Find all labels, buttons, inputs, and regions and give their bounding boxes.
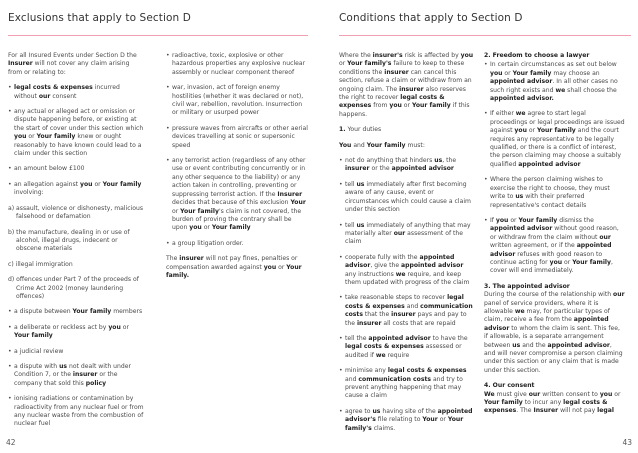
list-item: • In certain circumstances as set out below you or Your family may choose an appointed advisor. In all other cases no such right exists and we shall choose the appointed advisor. <box>484 61 625 103</box>
sub-list-item: c) illegal immigration <box>8 260 73 268</box>
duties-intro: You and Your family must: <box>339 141 425 149</box>
page-title: Exclusions that apply to Section D <box>8 12 191 24</box>
section-paragraph: We must give our written consent to you or Your family to incur any legal costs & expenses. The Insurer will not pay legal <box>484 390 621 415</box>
section-heading: 3. The appointed advisor <box>484 282 570 290</box>
intro-paragraph: For all Insured Events under Section D the Insurer will not cover any claim arising from or relating to: <box>8 52 137 76</box>
page-title: Conditions that apply to Section D <box>339 12 523 24</box>
list-item: • any actual or alleged act or omission or dispute happening before, or existing at the start of cover under this section which you or Your family knew or ought reasonably to have known could lead to a claim under this section <box>8 108 144 158</box>
list-item: • not do anything that hinders us, the insurer or the appointed advisor <box>339 157 475 174</box>
page-number: 43 <box>622 438 632 447</box>
left-column-1 <box>8 52 144 436</box>
list-item: • a judicial review <box>8 348 144 356</box>
list-item: • radioactive, toxic, explosive or other hazardous properties any explosive nuclear assembly or nuclear component thereof <box>166 52 308 77</box>
list-item: • an allegation against you or Your family involving: <box>8 181 144 198</box>
list-item: • a deliberate or reckless act by you or Your family <box>8 324 144 341</box>
header-rule <box>339 35 631 36</box>
list-item: • a group litigation order. <box>166 240 308 248</box>
closing-paragraph: The insurer will not pay fines, penalties or compensation awarded against you or Your family. <box>166 255 302 279</box>
list-item: • If either we agree to start legal proceedings or legal proceedings are issued against you or Your family and the court requires any representative to be legally qualified, or there is a conflict of interest, the person claiming may choose a suitably qualified appointed advisor <box>484 110 625 169</box>
sub-list-item: b) the manufacture, dealing in or use of alcohol, illegal drugs, indecent or obscene materials <box>8 228 130 253</box>
intro-paragraph: Where the insurer's risk is affected by you or Your family's failure to keep to these conditions the insurer can cancel this section, refuse a claim or withdraw from an ongoing claim. The insurer also reserves the right to recover legal costs & expenses from you or Your family if this happens. <box>339 52 474 118</box>
list-item: • a dispute with us not dealt with under Condition 7, or the insurer or the company that sold this policy <box>8 363 144 388</box>
list-item: • tell the appointed advisor to have the legal costs & expenses assessed or audited if we require <box>339 335 475 360</box>
right-page <box>319 0 638 453</box>
section-heading: 1. Your duties <box>339 126 382 134</box>
list-item: • tell us immediately of anything that may materially alter our assessment of the claim <box>339 222 475 247</box>
list-item: • If you or Your family dismiss the appointed advisor without good reason, or withdraw from the claim without our written agreement, or if the appointed advisor refuses with good reason to continue acting for you or Your family, cover will end immediately. <box>484 217 625 276</box>
right-column-2 <box>484 52 625 423</box>
list-item: • minimise any legal costs & expenses and communication costs and try to prevent anything happening that may cause a claim <box>339 367 475 401</box>
list-item: • tell us immediately after first becoming aware of any cause, event or circumstances which could cause a claim under this section <box>339 181 475 215</box>
header-rule <box>8 35 308 36</box>
right-column-1 <box>339 52 475 440</box>
section-paragraph: During the course of the relationship with our panel of service providers, where it is allowable we may, for particular types of claim, receive a fee from the appointed advisor to whom the claim is sent. This fee, if allowable, is a separate arrangement between us and the appointed advisor, and will never compromise a person claiming under this section or any claim that is made under this section. <box>484 291 625 374</box>
list-item: • take reasonable steps to recover legal costs & expenses and communication costs that the insurer pays and pay to the insurer all costs that are repaid <box>339 294 475 328</box>
list-item: • an amount below £100 <box>8 165 144 173</box>
list-item: • ionising radiations or contamination by radioactivity from any nuclear fuel or from any nuclear waste from the combustion of nuclear fuel <box>8 395 144 429</box>
list-item: • Where the person claiming wishes to exercise the right to choose, they must write to us with their preferred representative's contact details <box>484 176 625 210</box>
list-item: • cooperate fully with the appointed advisor, give the appointed advisor any instructions we require, and keep them updated with progress of the claim <box>339 254 475 288</box>
section-heading: 2. Freedom to choose a lawyer <box>484 52 590 59</box>
list-item: • agree to us having site of the appointed advisor's file relating to Your or Your family's claims. <box>339 408 475 433</box>
left-column-2 <box>166 52 308 287</box>
sub-list-item: d) offences under Part 7 of the proceeds of Crime Act 2002 (money laundering offences) <box>8 276 139 300</box>
list-item: • war, invasion, act of foreign enemy hostilities (whether it was declared or not), civil war, rebellion, revolution. Insurrection or military or usurped power <box>166 84 308 118</box>
list-item: • legal costs & expenses incurred without our consent <box>8 84 144 101</box>
list-item: • pressure waves from aircrafts or other aerial devices travelling at sonic or supersonic speed <box>166 125 308 150</box>
list-item: • any terrorist action (regardless of any other use or event contributing concurrently or in any other sequence to the liability) or any action taken in controlling, preventing or suppressing terrorist action. If the Insurer decides that because of this exclusion Your or Your family's claim is not covered, the burden of proving the contrary shall be upon you or Your family <box>166 157 308 233</box>
sub-list-item: a) assault, violence or dishonesty, malicious falsehood or defamation <box>8 204 144 221</box>
list-item: • a dispute between Your family members <box>8 308 144 316</box>
page-number: 42 <box>6 438 16 447</box>
section-heading: 4. Our consent <box>484 382 535 390</box>
